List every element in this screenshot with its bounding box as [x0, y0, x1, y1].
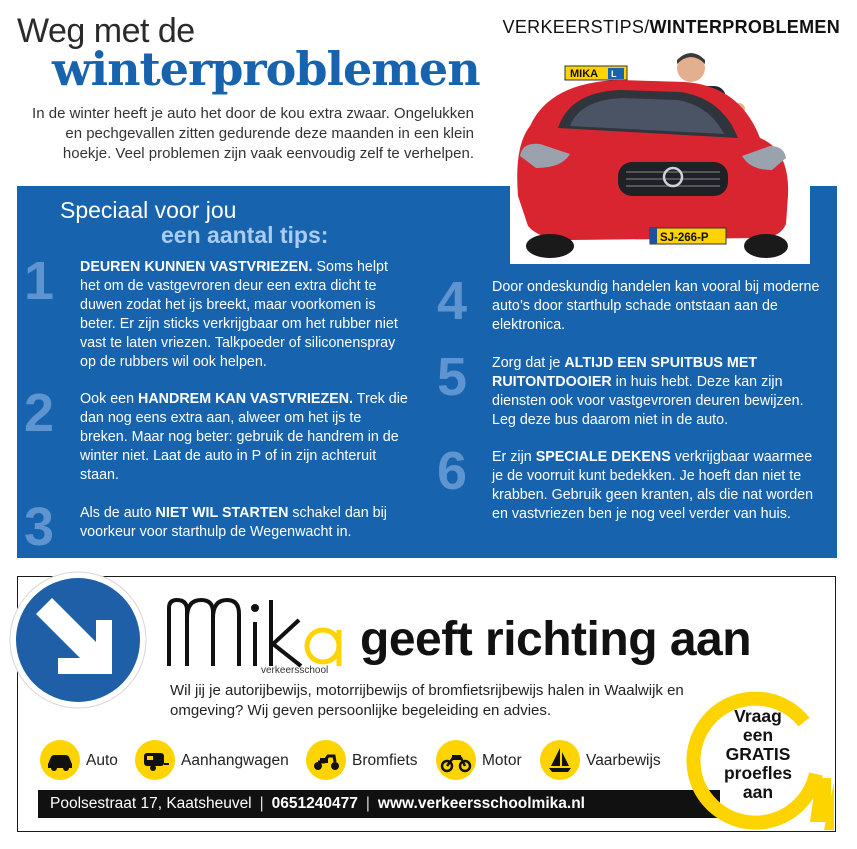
mika-logo	[165, 594, 350, 674]
category-label: Aanhangwagen	[181, 752, 289, 769]
cta-line: Vraag	[734, 706, 782, 726]
ad-slogan: geeft richting aan	[360, 613, 752, 666]
svg-text:L: L	[611, 69, 617, 79]
logo-subtext: verkeersschool	[261, 665, 329, 674]
mandatory-direction-sign-icon	[8, 570, 148, 710]
tip-text-before: Ook een	[80, 391, 139, 407]
contact-bar	[38, 790, 720, 818]
cta-line: een	[742, 725, 774, 745]
tip-text	[80, 504, 408, 542]
tip-number: 5	[437, 347, 468, 407]
tip-number: 2	[24, 383, 55, 443]
tip-text-before: Als de auto	[80, 505, 156, 521]
section-label	[503, 17, 840, 38]
tip-text-before: Er zijn	[492, 449, 536, 465]
website-link[interactable]: www.verkeersschoolmika.nl	[377, 795, 585, 812]
tip-number: 1	[24, 251, 55, 311]
section-label-topic: WINTERPROBLEMEN	[649, 17, 840, 37]
tip-text	[80, 258, 408, 372]
tip-number: 6	[437, 441, 468, 501]
cta-line: GRATIS	[725, 744, 791, 764]
address: Poolsestraat 17, Kaatsheuvel	[50, 795, 252, 812]
intro-paragraph: In de winter heeft je auto het door de kou extra zwaar. Ongelukken en pechgevallen zitten gedurende deze maanden in een klein hoekje. Veel problemen zijn vaak eenvoudig zelf te verhelpen.	[32, 105, 474, 162]
tip-text-after: schakel dan bij voorkeur voor starthulp de Wegenwacht in.	[80, 505, 387, 540]
ad-body: Wil jij je autorijbewijs, motorrijbewijs of bromfietsrijbewijs halen in Waalwijk en omgeving? Wij geven persoonlijke begeleiding en advies.	[170, 682, 684, 719]
tip-highlight: SPECIALE DEKENS	[535, 449, 671, 465]
cta-line: proefles	[723, 763, 793, 783]
category-label: Bromfiets	[352, 752, 418, 769]
motorcycle-icon	[436, 740, 476, 780]
tip-text	[492, 354, 822, 430]
tips-heading: Speciaal voor jou	[60, 197, 237, 223]
tip-text-after: in huis hebt. Deze kan zijn diensten ook voor vastgevroren deuren bewijzen. Leg deze bus daarom niet in de auto.	[492, 374, 804, 428]
roof-sign-text: MIKA	[570, 68, 599, 80]
car-icon	[40, 740, 80, 780]
tip-text-after: Trek die dan nog eens extra aan, alweer om het ijs te breken. Maar nog beter: gebruik de handrem in de winter niet. Laat de auto in P of in zijn achteruit staan.	[80, 391, 408, 483]
category-label: Vaarbewijs	[586, 752, 661, 769]
car-photo	[510, 46, 810, 264]
tip-highlight: DEUREN KUNNEN VASTVRIEZEN.	[80, 259, 313, 275]
category-label: Motor	[482, 752, 522, 769]
tip-text	[492, 448, 822, 524]
separator: |	[365, 795, 370, 812]
category-label: Auto	[86, 752, 118, 769]
title-line-1: Weg met de	[17, 12, 195, 50]
tip-text	[80, 390, 408, 485]
moped-icon	[306, 740, 346, 780]
license-plate-text: SJ-266-P	[660, 232, 709, 244]
sailboat-icon	[540, 740, 580, 780]
tip-text-after: Soms helpt het om de vastgevroren deur een extra dicht te duwen zodat het ijs breekt, maar voorkomen is beter. Er zijn sticks verkrijgbaar om het rubber niet vast te laten vriezen. Talkpoeder of siliconenspray op de rubbers wil ook helpen.	[80, 259, 398, 370]
tip-number: 4	[437, 271, 468, 331]
trailer-icon	[135, 740, 175, 780]
tip-highlight: ALTIJD EEN SPUITBUS MET RUITONTDOOIER	[492, 355, 758, 390]
section-label-category: VERKEERSTIPS/	[502, 17, 650, 37]
tip-highlight: HANDREM KAN VASTVRIEZEN.	[138, 391, 354, 407]
tip-text-before: Zorg dat je	[492, 355, 565, 371]
cta-line: aan	[742, 782, 774, 802]
tip-text-before: Door ondeskundig handelen kan vooral bij moderne auto’s door starthulp schade ontstaan aan de elektronica.	[492, 279, 820, 333]
tip-number: 3	[24, 497, 55, 557]
separator: |	[259, 795, 264, 812]
page-title: winterproblemen	[52, 42, 480, 96]
tip-text-after: verkrijgbaar waarmee je de voorruit kunt bedekken. Je hoeft dan niet te krabben. Gebruik geen kranten, als die nat worden en vastvriezen ben je nog veel verder van huis.	[492, 449, 814, 522]
tip-highlight: NIET WIL STARTEN	[155, 505, 289, 521]
tips-subheading: een aantal tips:	[161, 222, 329, 248]
free-lesson-cta[interactable]	[704, 707, 812, 802]
phone-link[interactable]: 0651240477	[271, 795, 358, 812]
tip-text	[492, 278, 822, 335]
